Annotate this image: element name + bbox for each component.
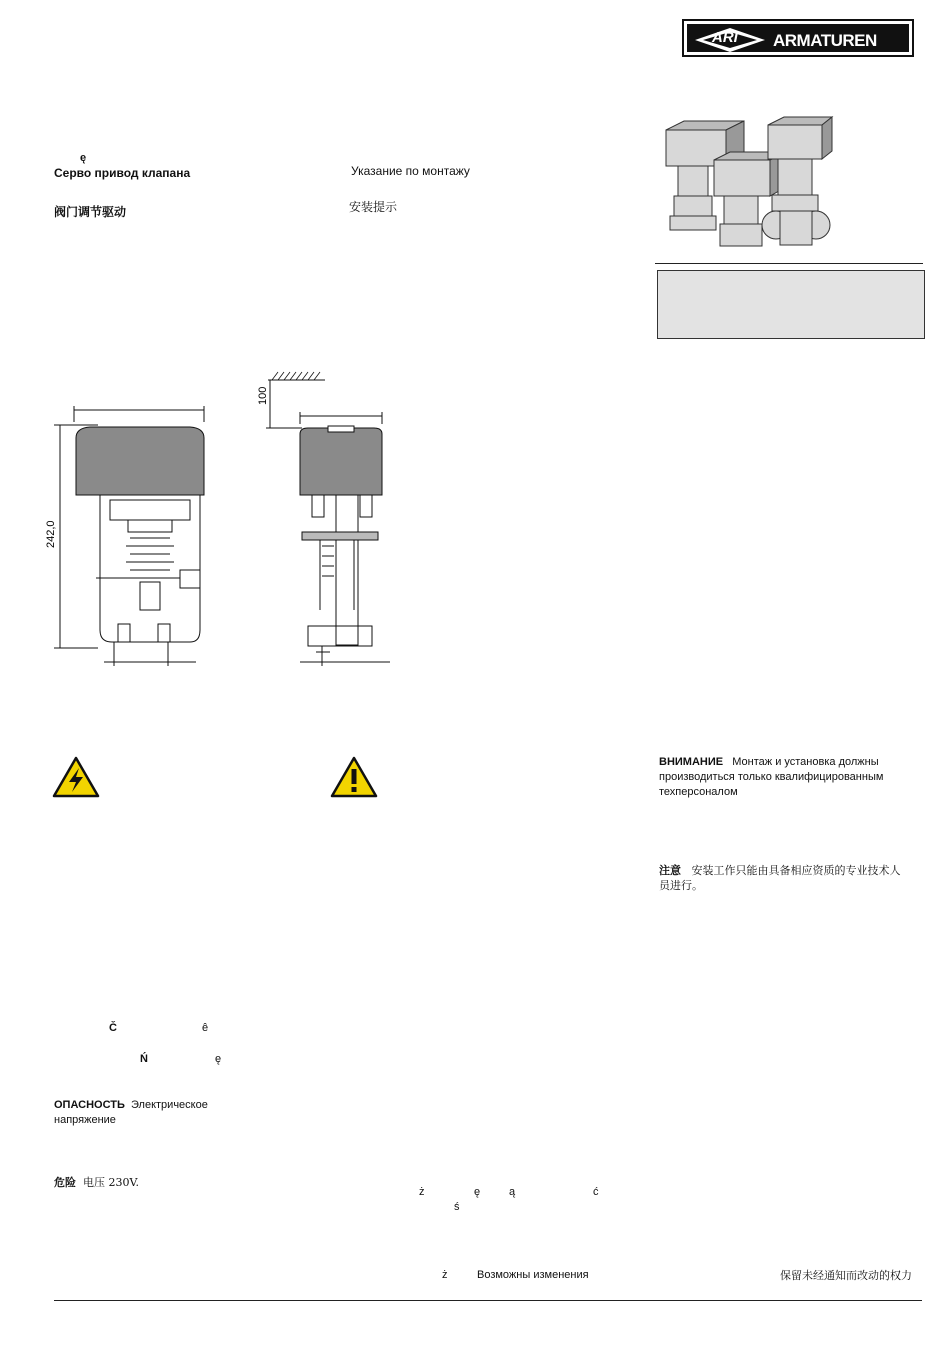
logo-badge-text: ARI bbox=[712, 29, 738, 46]
footer-changes-cn: 保留未经通知而改动的权力 bbox=[780, 1269, 912, 1282]
mid-garbled-a: ą bbox=[509, 1186, 516, 1198]
right-column-divider bbox=[655, 263, 923, 264]
mid-garbled-c: ć bbox=[593, 1186, 599, 1198]
header-garbled-char: ę bbox=[80, 152, 87, 164]
warning-ru-line3: техперсоналом bbox=[659, 786, 738, 798]
garbled-e: ê bbox=[202, 1022, 209, 1034]
danger-ru-line1 bbox=[54, 1098, 208, 1113]
dim-clearance: 100 bbox=[257, 386, 269, 405]
product-photo bbox=[660, 115, 840, 255]
technical-drawing bbox=[40, 360, 410, 680]
title-cn: 阀门调节驱动 bbox=[54, 205, 127, 219]
warning-cn-label: 注意 bbox=[659, 864, 681, 877]
garbled-e2: ę bbox=[215, 1053, 222, 1065]
logo-text: ARMATUREN bbox=[773, 31, 877, 50]
warning-cn-text: 安装工作只能由具备相应资质的专业技术人 bbox=[691, 864, 901, 877]
footer-garbled-z: ż bbox=[442, 1269, 448, 1281]
footer-rule bbox=[54, 1300, 922, 1301]
mid-garbled-z: ż bbox=[419, 1186, 425, 1198]
subtitle-ru: Указание по монтажу bbox=[351, 164, 470, 178]
mid-garbled-e: ę bbox=[474, 1186, 481, 1198]
dim-height: 242,0 bbox=[45, 520, 57, 548]
footer-changes-ru: Возможны изменения bbox=[477, 1269, 589, 1281]
subtitle-cn: 安装提示 bbox=[349, 200, 398, 214]
warning-ru-text: Монтаж и установка должны bbox=[732, 756, 879, 768]
mid-garbled-s: ś bbox=[454, 1201, 460, 1213]
danger-cn-label: 危险 bbox=[54, 1176, 76, 1189]
warning-cn-line2: 员进行。 bbox=[659, 879, 703, 892]
brand-logo bbox=[682, 19, 914, 57]
garbled-c: Č bbox=[109, 1022, 117, 1034]
danger-ru-label: ОПАСНОСТЬ bbox=[54, 1099, 125, 1111]
warning-ru-line2: производиться только квалифицированным bbox=[659, 771, 884, 783]
warning-ru-label: ВНИМАНИЕ bbox=[659, 756, 724, 768]
danger-cn-line bbox=[54, 1175, 139, 1190]
warning-icon bbox=[330, 756, 378, 798]
electric-hazard-icon bbox=[52, 756, 100, 798]
danger-ru-text: Электрическое bbox=[131, 1099, 208, 1111]
info-box bbox=[657, 270, 925, 339]
danger-cn-text: 电压 230V. bbox=[83, 1176, 140, 1189]
warning-ru-line1 bbox=[659, 755, 879, 770]
warning-cn-line1 bbox=[659, 863, 901, 878]
garbled-n: Ń bbox=[140, 1053, 148, 1065]
danger-ru-line2: напряжение bbox=[54, 1114, 116, 1126]
title-ru: Серво привод клапана bbox=[54, 166, 191, 180]
